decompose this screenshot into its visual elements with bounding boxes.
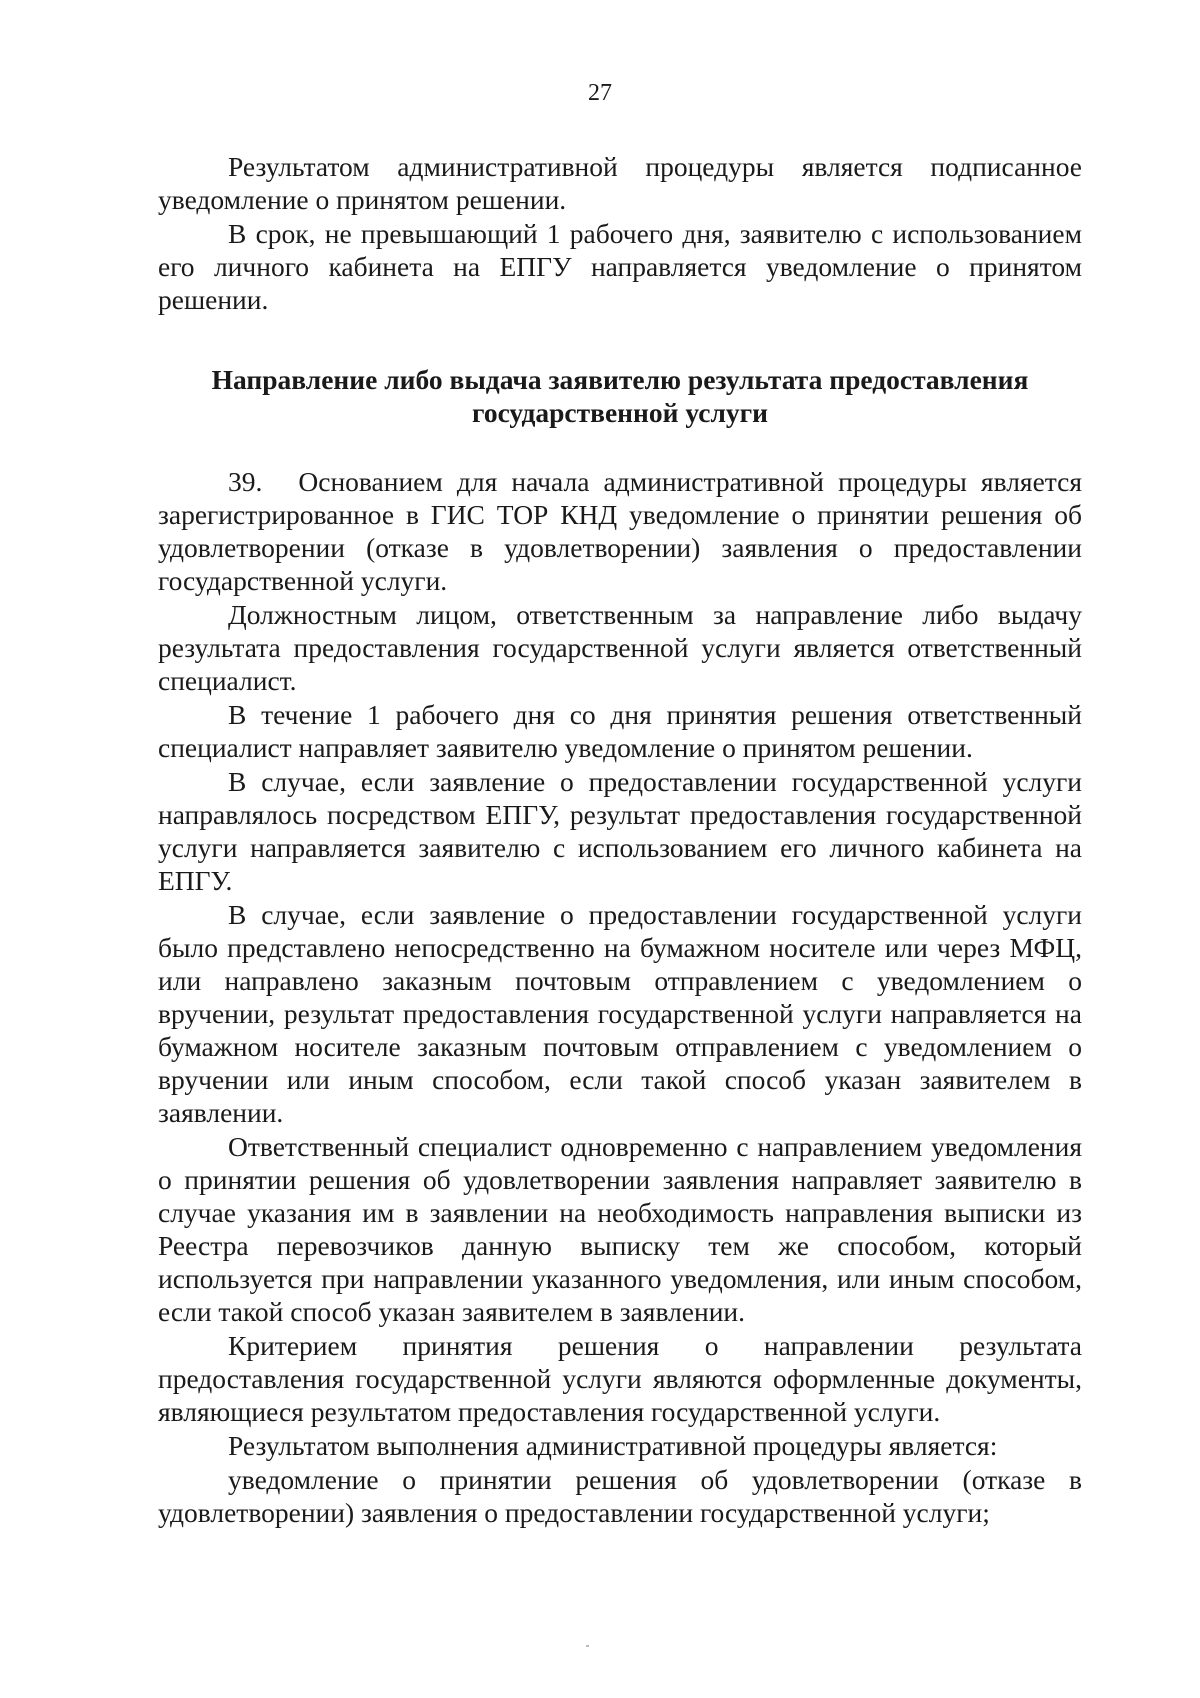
- paragraph-number: 39.: [228, 466, 263, 497]
- paragraph: Результатом административной процедуры является подписанное уведомление о принятом решении.: [158, 151, 1082, 215]
- paragraph: Ответственный специалист одновременно с направлением уведомления о принятии решения об удовлетворении заявления направляет заявителю в случае указания им в заявлении на необходимость направления выписки из Реестра перевозчиков данную выписку тем же способом, который используется при направлении указанного уведомления, или иным способом, если такой способ указан заявителем в заявлении.: [158, 1131, 1082, 1327]
- paragraph: Должностным лицом, ответственным за направление либо выдачу результата предоставления государственной услуги является ответственный специалист.: [158, 599, 1082, 696]
- section-heading: Направление либо выдача заявителю результата предоставления государственной услуги: [211, 364, 1029, 428]
- document-body: [158, 150, 1082, 1530]
- paragraph: Результатом выполнения административной процедуры является:: [228, 1430, 998, 1461]
- paragraph: В случае, если заявление о предоставлении государственной услуги направлялось посредством ЕПГУ, результат предоставления государственной услуги направляется заявителю с использованием его личного кабинета на ЕПГУ.: [158, 766, 1082, 896]
- numbered-paragraph: [158, 465, 1082, 597]
- paragraph: Критерием принятия решения о направлении результата предоставления государственной услуги являются оформленные документы, являющиеся результатом предоставления государственной услуги.: [158, 1330, 1082, 1427]
- scan-speck: [586, 1645, 589, 1647]
- paragraph: уведомление о принятии решения об удовлетворении (отказе в удовлетворении) заявления о предоставлении государственной услуги;: [158, 1464, 1082, 1528]
- paragraph: В срок, не превышающий 1 рабочего дня, заявителю с использованием его личного кабинета на ЕПГУ направляется уведомление о принятом решении.: [158, 218, 1082, 315]
- page-number: 27: [588, 80, 612, 106]
- paragraph: В случае, если заявление о предоставлении государственной услуги было представлено непосредственно на бумажном носителе или через МФЦ, или направлено заказным почтовым отправлением с уведомлением о вручении, результат предоставления государственной услуги направляется на бумажном носителе заказным почтовым отправлением с уведомлением о вручении или иным способом, если такой способ указан заявителем в заявлении.: [158, 899, 1082, 1128]
- paragraph-text: Основанием для начала административной процедуры является зарегистрированное в ГИС ТОР КНД уведомление о принятии решения об удовлетворении (отказе в удовлетворении) заявления о предоставлении государственной услуги.: [158, 466, 1082, 596]
- paragraph: В течение 1 рабочего дня со дня принятия решения ответственный специалист направляет заявителю уведомление о принятом решении.: [158, 699, 1082, 763]
